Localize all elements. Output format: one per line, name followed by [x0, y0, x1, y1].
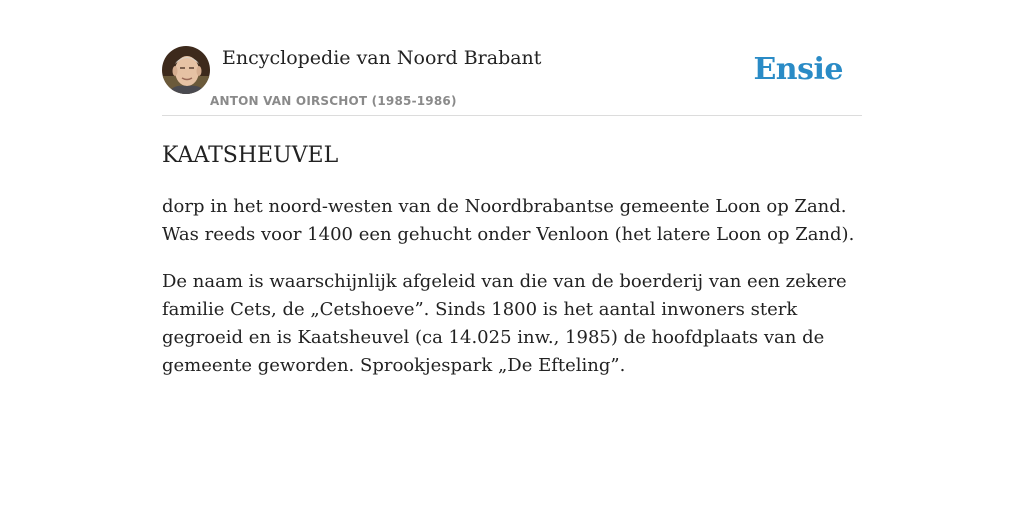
encyclopedia-title[interactable]: Encyclopedie van Noord Brabant	[222, 47, 542, 69]
entry-content	[162, 193, 862, 380]
ensie-logo[interactable]: Ensie	[753, 52, 843, 87]
page	[162, 0, 862, 380]
author-avatar[interactable]	[162, 46, 210, 94]
author-portrait-icon	[162, 46, 210, 94]
entry-paragraph: dorp in het noord-westen van de Noordbrabantse gemeente Loon op Zand. Was reeds voor 1400 een gehucht onder Venloon (het latere Loon op Zand).	[162, 196, 855, 245]
entry-paragraph: De naam is waarschijnlijk afgeleid van die van de boerderij van een zekere familie Cets, de „Cetshoeve”. Sinds 1800 is het aantal inwoners sterk gegroeid en is Kaatsheuvel (ca 14.025 inw., 1985) de hoofdplaats van de gemeente geworden. Sprookjespark „De Efteling”.	[162, 271, 847, 376]
entry-title: KAATSHEUVEL	[162, 143, 339, 168]
author-name[interactable]: ANTON VAN OIRSCHOT (1985-1986)	[210, 94, 457, 108]
entry-header	[162, 46, 862, 116]
